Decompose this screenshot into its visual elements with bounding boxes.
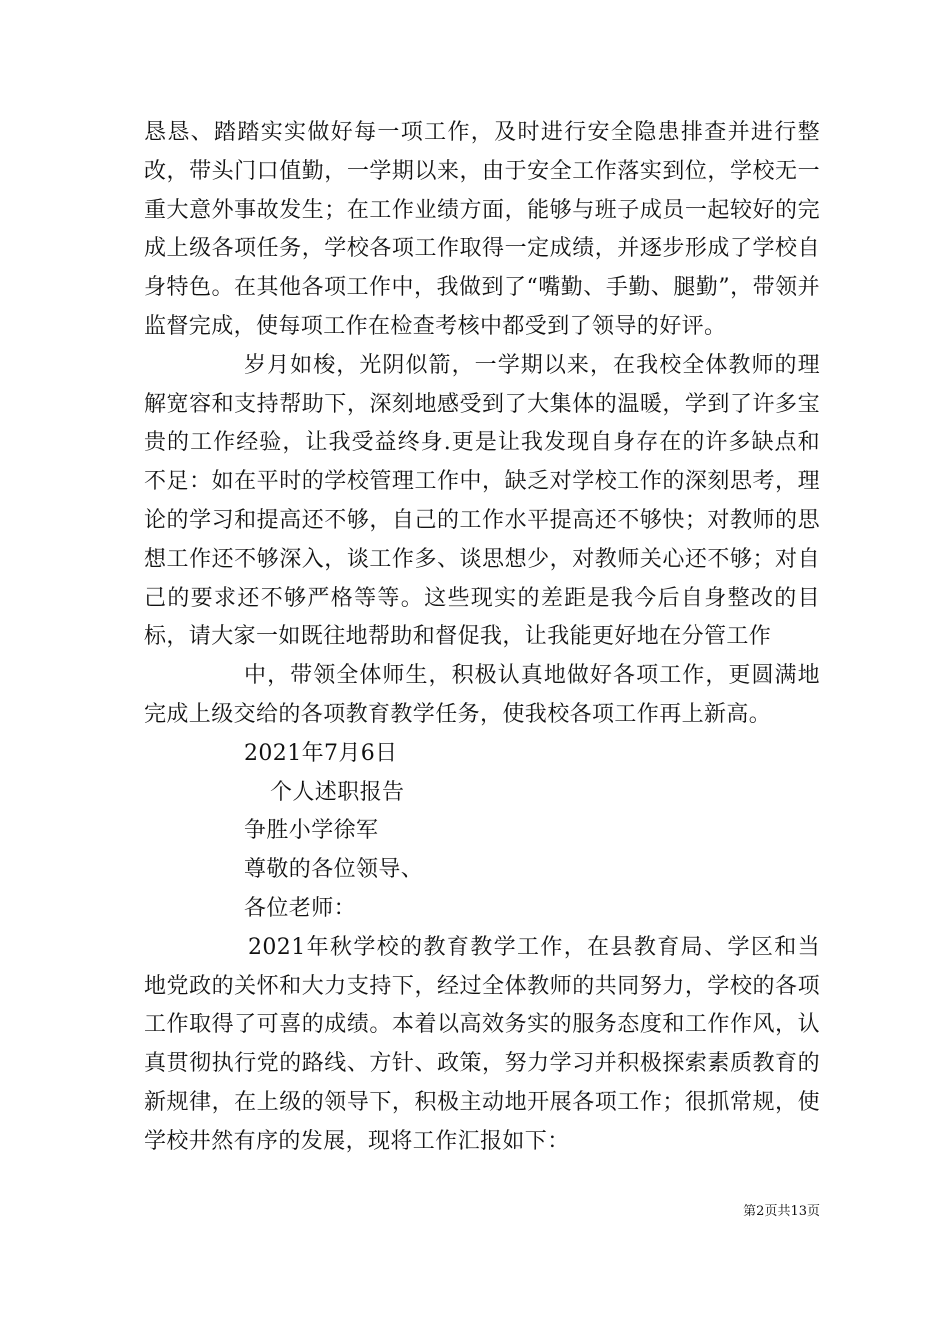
report-author: 争胜小学徐军 <box>244 818 379 844</box>
report-title: 个人述职报告 <box>270 779 405 805</box>
page-number: 第2页共13页 <box>743 1204 820 1219</box>
paragraph-introduction: 2021年秋学校的教育教学工作，在县教育局、学区和当地党政的关怀和大力支持下，经过全体教师的共同努力，学校的各项工作取得了可喜的成绩。本着以高效务实的服务态度和工作作风，认真贯彻执行党的路线、方针、政策，努力学习并积极探索素质教育的新规律，在上级的领导下，积极主动地开展各项工作；很抓常规，使学校井然有序的发展，现将工作汇报如下： <box>144 934 820 1154</box>
document-body <box>144 114 820 1162</box>
report-date: 2021年7月6日 <box>244 740 398 766</box>
paragraph-reflection: 岁月如梭，光阴似箭，一学期以来，在我校全体教师的理解宽容和支持帮助下，深刻地感受到了大集体的温暖，学到了许多宝贵的工作经验，让我受益终身.更是让我发现自身存在的许多缺点和不足：如在平时的学校管理工作中，缺乏对学校工作的深刻思考，理论的学习和提高还不够，自己的工作水平提高还不够快；对教师的思想工作还不够深入，谈工作多、谈思想少，对教师关心还不够；对自己的要求还不够严格等等。这些现实的差距是我今后自身整改的目标，请大家一如既往地帮助和督促我，让我能更好地在分管工作 <box>144 352 820 650</box>
paragraph-safety-work: 恳恳、踏踏实实做好每一项工作，及时进行安全隐患排查并进行整改，带头门口值勤，一学期以来，由于安全工作落实到位，学校无一重大意外事故发生；在工作业绩方面，能够与班子成员一起较好的完成上级各项任务，学校各项工作取得一定成绩，并逐步形成了学校自身特色。在其他各项工作中，我做到了“嘴勤、手勤、腿勤”，带领并监督完成，使每项工作在检查考核中都受到了领导的好评。 <box>144 120 820 339</box>
salutation-leaders: 尊敬的各位领导、 <box>244 857 424 883</box>
salutation-teachers: 各位老师： <box>244 895 357 921</box>
paragraph-closing: 中，带领全体师生，积极认真地做好各项工作，更圆满地完成上级交给的各项教育教学任务，使我校各项工作再上新高。 <box>144 663 820 727</box>
